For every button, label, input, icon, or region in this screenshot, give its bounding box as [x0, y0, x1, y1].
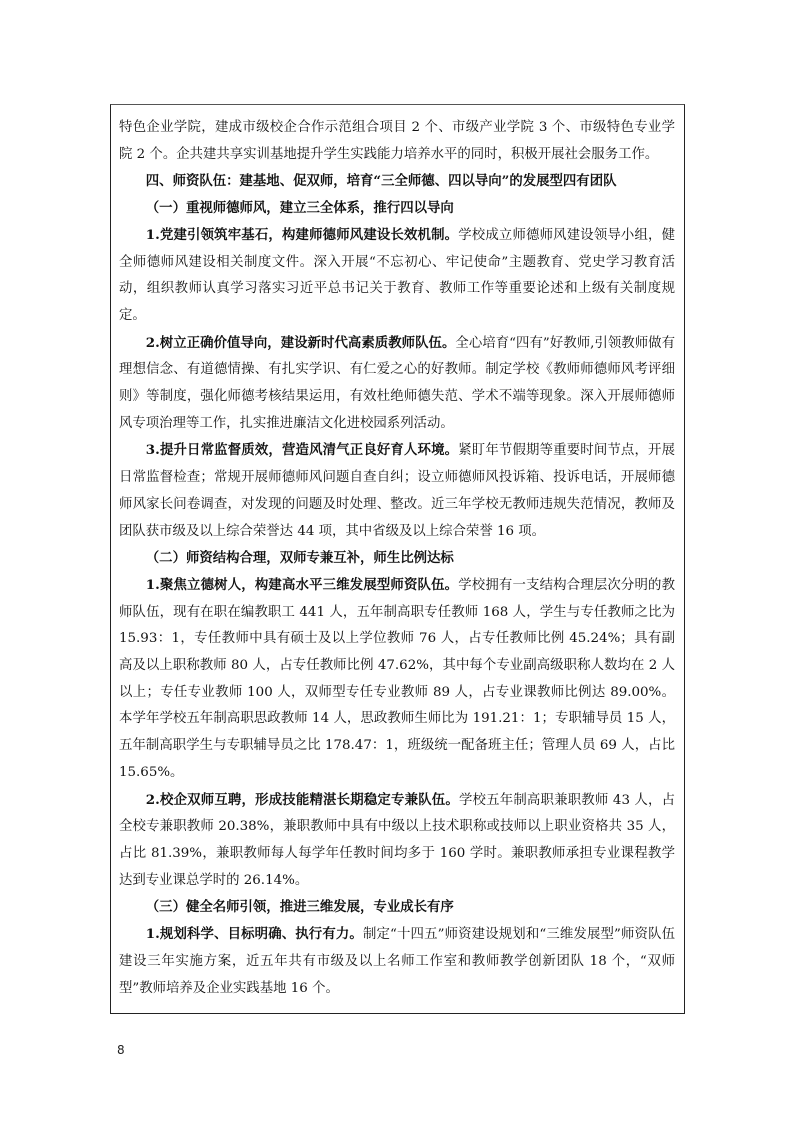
paragraph-lead: 2.树立正确价值导向，建设新时代高素质教师队伍。: [145, 334, 456, 351]
paragraph-part-time-teachers: [119, 787, 675, 895]
paragraph-lead: 1.规划科学、目标明确、执行有力。: [145, 926, 363, 943]
paragraph-text: 学校成立师德师风建设领导小组，健全师德师风建设相关制度文件。深入开展“不忘初心、牢记使命”主题教育、党史学习教育活动，组织教师认真学习落实习近平总书记关于教育、教师工作等重要论述和上级有关制度规定。: [119, 227, 675, 323]
section-heading-teachers: 四、师资队伍：建基地、促双师，培育“三全师德、四以导向”的发展型四有团队: [145, 173, 617, 190]
paragraph-text: 学校拥有一支结构合理层次分明的教师队伍，现有在职在编教职工 441 人，五年制高职专任教师 168 人，学生与专任教师之比为 15.93：1，专任教师中具有硕士及以上学位教师 76 人，占专任教师比例 45.24%；具有副高及以上职称教师 80 人，占专任教师比例 47.62%，其中每个专业副高级职称人数均在 2 人以上；专任专业教师 100 人，双师型专任专业教师 89 人，占专业课教师比例达 89.00%。本学年学校五年制高职思政教师 14 人，思政教师生师比为 191.21：1；专职辅导员 15 人，五年制高职学生与专职辅导员之比 178.47：1，班级统一配备班主任；管理人员 69 人，占比 15.65%。: [119, 577, 675, 780]
paragraph-lead: 1.党建引领筑牢基石，构建师德师风建设长效机制。: [145, 226, 459, 243]
paragraph-text: 全心培育“四有”好教师,引领教师做有理想信念、有道德情操、有扎实学识、有仁爱之心的好教师。制定学校《教师师德师风考评细则》等制度，强化师德考核结果运用，有效杜绝师德失范、学术不端等现象。深入开展师德师风专项治理等工作，扎实推进廉洁文化进校园系列活动。: [119, 335, 675, 431]
paragraph-values: [119, 330, 675, 438]
document-body: [119, 115, 675, 1002]
paragraph-faculty-structure: [119, 572, 675, 787]
paragraph-text: 学校五年制高职兼职教师 43 人，占全校专兼职教师 20.38%，兼职教师中具有中级以上技术职称或技师以上职业资格共 35 人，占比 81.39%，兼职教师每人每学年任教时间均多于 160 学时。兼职教师承担专业课程教学达到专业课总学时的 26.14%。: [119, 792, 675, 888]
content-frame: [110, 104, 685, 1014]
subsection-heading-ethics: （一）重视师德师风，建立三全体系，推行四以导向: [145, 200, 454, 217]
subsection-heading-structure: （二）师资结构合理，双师专兼互补，师生比例达标: [145, 550, 454, 567]
paragraph-supervision: [119, 437, 675, 545]
subsection-heading-famous-teachers: （三）健全名师引领，推进三维发展，专业成长有序: [145, 899, 454, 916]
paragraph-text: 紧盯年节假期等重要时间节点，开展日常监督检查；常规开展师德师风问题自查自纠；设立师德师风投诉箱、投诉电话，开展师德师风家长问卷调查，对发现的问题及时处理、整改。近三年学校无教师违规失范情况，教师及团队获市级及以上综合荣誉达 44 项，其中省级及以上综合荣誉 16 项。: [119, 443, 675, 539]
paragraph-lead: 3.提升日常监督质效，营造风清气正良好育人环境。: [145, 442, 459, 459]
paragraph-lead: 2.校企双师互聘，形成技能精湛长期稳定专兼队伍。: [145, 791, 459, 808]
page-number: 8: [117, 1043, 125, 1057]
continuation-paragraph: 特色企业学院，建成市级校企合作示范组合项目 2 个、市级产业学院 3 个、市级特色专业学院 2 个。企共建共享实训基地提升学生实践能力培养水平的同时，积极开展社会服务工作。: [119, 120, 675, 162]
paragraph-party-building: [119, 222, 675, 330]
paragraph-lead: 1.聚焦立德树人，构建高水平三维发展型师资队伍。: [145, 576, 459, 593]
paragraph-planning: [119, 921, 675, 1002]
paragraph-text: 制定“十四五”师资建设规划和“三维发展型”师资队伍建设三年实施方案，近五年共有市级及以上名师工作室和教师教学创新团队 18 个，“双师型”教师培养及企业实践基地 16 个。: [119, 927, 675, 996]
